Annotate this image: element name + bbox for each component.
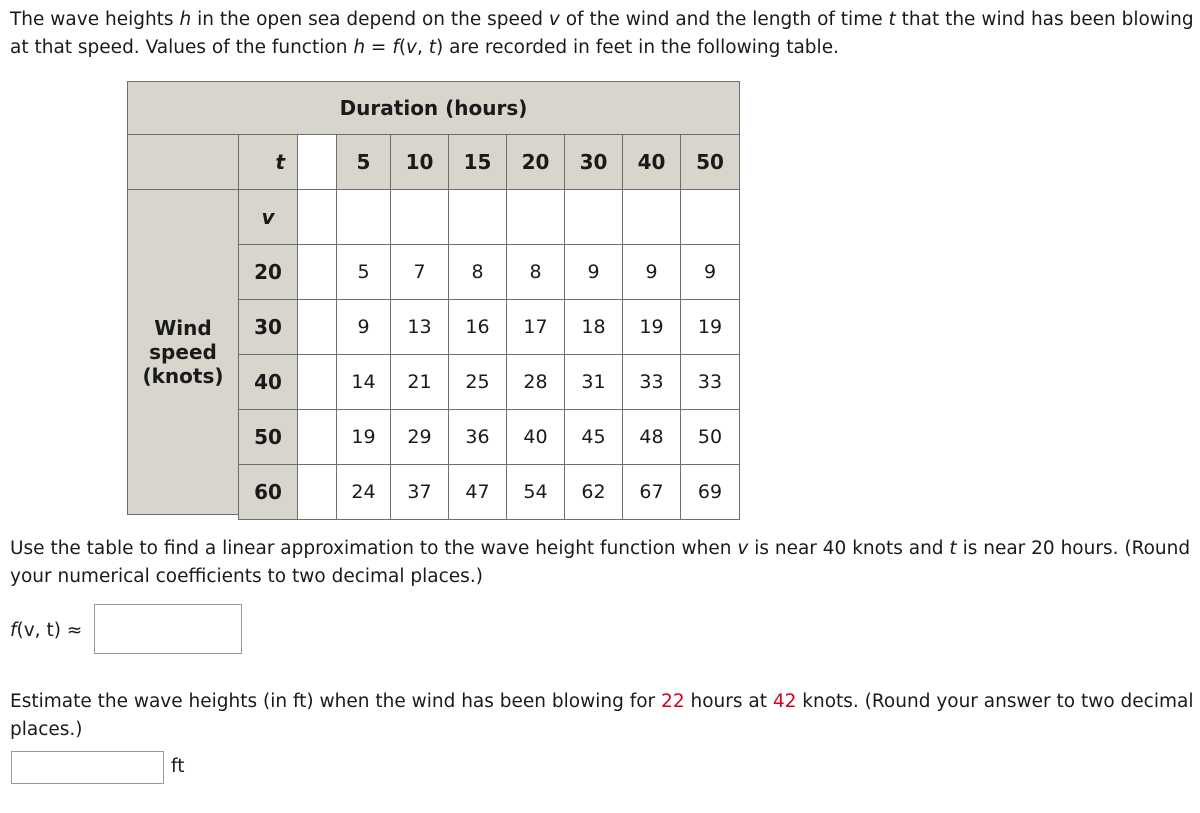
- table-cell: 8: [506, 244, 565, 300]
- table-cell: 47: [448, 464, 507, 520]
- question-text: Estimate the wave heights (in ft) when the wind has been blowing for: [10, 691, 662, 712]
- table-cell: 5: [336, 244, 391, 300]
- table-cell: 25: [448, 354, 507, 410]
- linear-approximation-input[interactable]: [94, 604, 242, 654]
- table-cell: 31: [564, 354, 623, 410]
- v-label: v: [238, 189, 298, 245]
- table-cell: 69: [680, 464, 740, 520]
- intro-text: (: [398, 37, 407, 58]
- table-cell: 8: [448, 244, 507, 300]
- table-cell: 36: [448, 409, 507, 465]
- var-v: v: [737, 538, 749, 559]
- table-cell: 14: [336, 354, 391, 410]
- empty-cell: [506, 189, 565, 245]
- table-cell: 28: [506, 354, 565, 410]
- table-cell: 7: [390, 244, 449, 300]
- table-cell: 40: [506, 409, 565, 465]
- side-label-line: (knots): [142, 364, 224, 388]
- knots-value: 42: [772, 691, 797, 712]
- table-cell: 13: [390, 299, 449, 355]
- empty-cell: [622, 189, 681, 245]
- var-t: t: [428, 37, 437, 58]
- duration-header: 50: [680, 134, 740, 190]
- duration-header: 20: [506, 134, 565, 190]
- table-cell: 33: [680, 354, 740, 410]
- duration-header: 15: [448, 134, 507, 190]
- speed-header: 20: [238, 244, 298, 300]
- empty-cell: [297, 189, 337, 245]
- table-cell: 9: [680, 244, 740, 300]
- question-text: knots. (Round your answer to two decimal places.): [10, 691, 1194, 740]
- empty-cell: [297, 244, 337, 300]
- question-text: is near 40 knots and: [748, 538, 950, 559]
- question-text: hours at: [684, 691, 773, 712]
- approximation-label: [10, 620, 82, 641]
- side-label-line: Wind: [154, 316, 212, 340]
- hours-value: 22: [661, 691, 685, 712]
- intro-text: of the wind and the length of time: [559, 9, 889, 30]
- question-estimate: [10, 688, 1195, 744]
- intro-text: =: [365, 37, 393, 58]
- intro-text: The wave heights: [10, 9, 180, 30]
- intro-text: ) are recorded in feet in the following table.: [436, 37, 839, 58]
- var-h: h: [179, 9, 192, 30]
- intro-text: in the open sea depend on the speed: [191, 9, 549, 30]
- unit-label: ft: [171, 756, 185, 777]
- table-cell: 9: [622, 244, 681, 300]
- table-cell: 29: [390, 409, 449, 465]
- side-label-line: speed: [149, 340, 217, 364]
- empty-cell: [297, 464, 337, 520]
- table-cell: 9: [336, 299, 391, 355]
- var-t: t: [949, 538, 957, 559]
- speed-header: 30: [238, 299, 298, 355]
- question-text: Use the table to find a linear approximation to the wave height function when: [10, 538, 738, 559]
- table-cell: 21: [390, 354, 449, 410]
- table-cell: 19: [622, 299, 681, 355]
- table-cell: 67: [622, 464, 681, 520]
- table-cell: 50: [680, 409, 740, 465]
- var-f: f: [392, 37, 399, 58]
- wave-height-table: [127, 81, 740, 515]
- empty-cell: [448, 189, 507, 245]
- table-cell: 19: [336, 409, 391, 465]
- table-cell: 45: [564, 409, 623, 465]
- table-cell: 9: [564, 244, 623, 300]
- speed-header: 60: [238, 464, 298, 520]
- var-v: v: [406, 37, 417, 58]
- duration-header: 30: [564, 134, 623, 190]
- var-v: v: [548, 9, 560, 30]
- var-h: h: [353, 37, 366, 58]
- table-cell: 62: [564, 464, 623, 520]
- table-cell: 16: [448, 299, 507, 355]
- t-label: t: [238, 134, 298, 190]
- table-cell: 17: [506, 299, 565, 355]
- intro-text: that the wind has been blowing at that speed. Values of the function: [10, 9, 1194, 58]
- empty-cell: [297, 299, 337, 355]
- wind-speed-label: [127, 189, 239, 515]
- empty-cell: [390, 189, 449, 245]
- problem-statement: [10, 6, 1195, 62]
- speed-header: 40: [238, 354, 298, 410]
- var-t: t: [888, 9, 896, 30]
- table-cell: 19: [680, 299, 740, 355]
- approx-label-text: (v, t) ≈: [16, 620, 83, 641]
- table-cell: 54: [506, 464, 565, 520]
- duration-header: 5: [336, 134, 391, 190]
- empty-cell: [297, 409, 337, 465]
- table-cell: 18: [564, 299, 623, 355]
- duration-header: 10: [390, 134, 449, 190]
- speed-header: 50: [238, 409, 298, 465]
- table-cell: 37: [390, 464, 449, 520]
- empty-cell: [680, 189, 740, 245]
- question-text: is near 20 hours. (Round your numerical coefficients to two decimal places.): [10, 538, 1191, 587]
- wave-height-input[interactable]: [11, 751, 164, 784]
- table-cell: 48: [622, 409, 681, 465]
- var-f: f: [10, 620, 17, 641]
- question-linear-approx: [10, 535, 1195, 591]
- empty-cell: [297, 354, 337, 410]
- empty-cell: [564, 189, 623, 245]
- table-cell: 33: [622, 354, 681, 410]
- duration-header: 40: [622, 134, 681, 190]
- table-corner: [127, 134, 239, 190]
- intro-text: ,: [417, 37, 429, 58]
- table-title: Duration (hours): [127, 81, 740, 135]
- empty-cell: [336, 189, 391, 245]
- table-cell: 24: [336, 464, 391, 520]
